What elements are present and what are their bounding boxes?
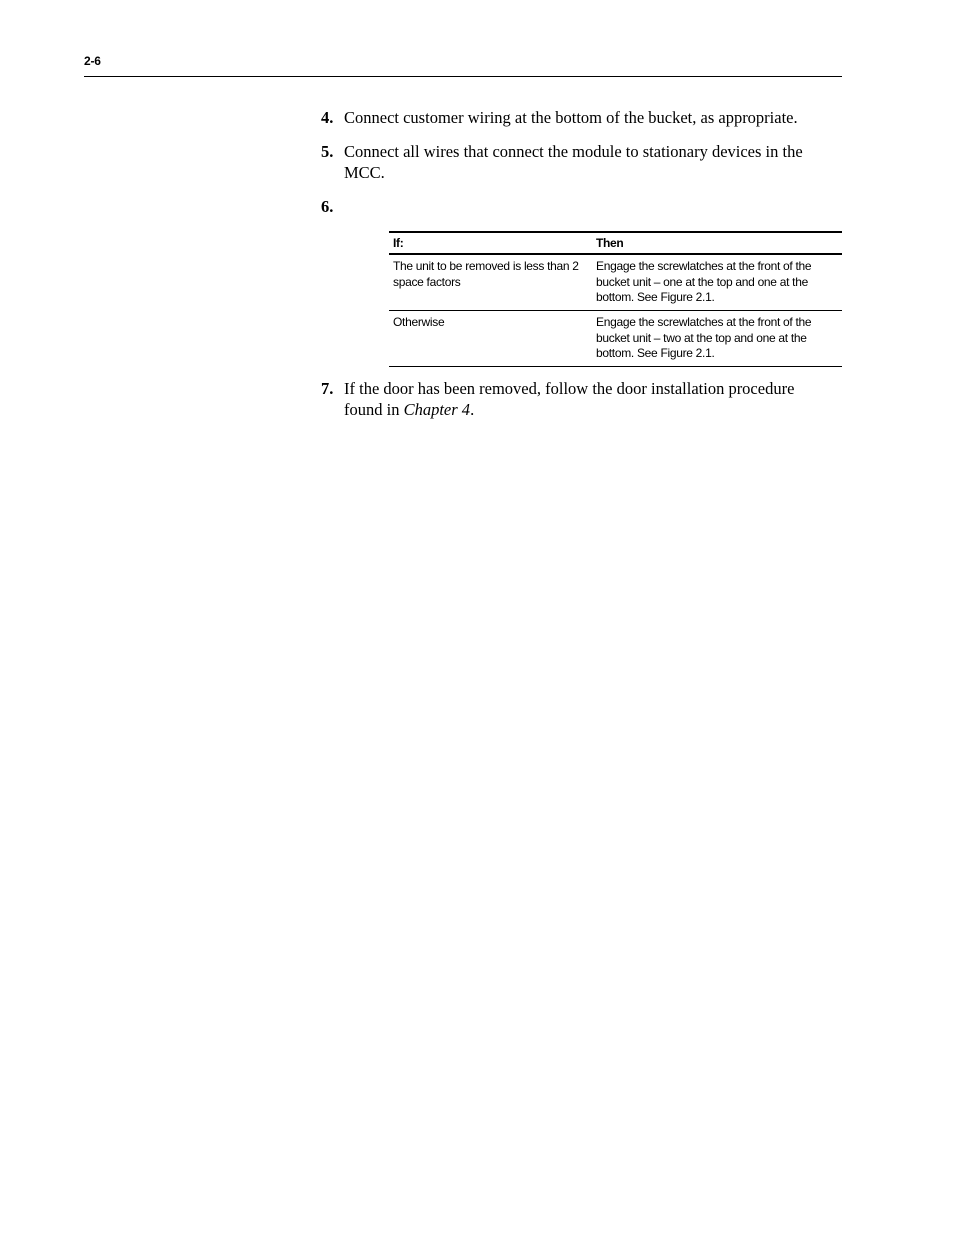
- condition-table: [389, 231, 842, 367]
- column-header-then: Then: [596, 236, 624, 250]
- column-header-if: If:: [393, 236, 404, 250]
- step-text: Connect customer wiring at the bottom of the bucket, as appropriate.: [344, 108, 798, 127]
- step-text-part: If the door has been removed, follow the door installation procedure found in: [344, 379, 795, 419]
- step-number: 5.: [321, 142, 334, 161]
- step-text: Connect all wires that connect the module to stationary devices in the MCC.: [344, 142, 803, 182]
- step-number: 6.: [321, 197, 334, 216]
- step-number: 7.: [321, 379, 334, 398]
- table-row: [389, 311, 842, 367]
- page-header: [84, 52, 842, 77]
- step-text-part: .: [470, 400, 475, 419]
- step-number: 4.: [321, 108, 334, 127]
- table-cell-action: Engage the screwlatches at the front of the bucket unit – one at the top and one at the bottom. See Figure 2.1.: [596, 259, 812, 304]
- table-cell-condition: The unit to be removed is less than 2 space factors: [393, 259, 579, 289]
- table-row: [389, 255, 842, 311]
- page-number: 2-6: [84, 54, 101, 68]
- table-cell-action: Engage the screwlatches at the front of the bucket unit – two at the top and one at the bottom. See Figure 2.1.: [596, 315, 812, 360]
- step-text: [344, 378, 824, 420]
- table-header: [389, 231, 842, 255]
- chapter-reference: Chapter 4: [403, 400, 471, 419]
- table-cell-condition: Otherwise: [393, 315, 445, 329]
